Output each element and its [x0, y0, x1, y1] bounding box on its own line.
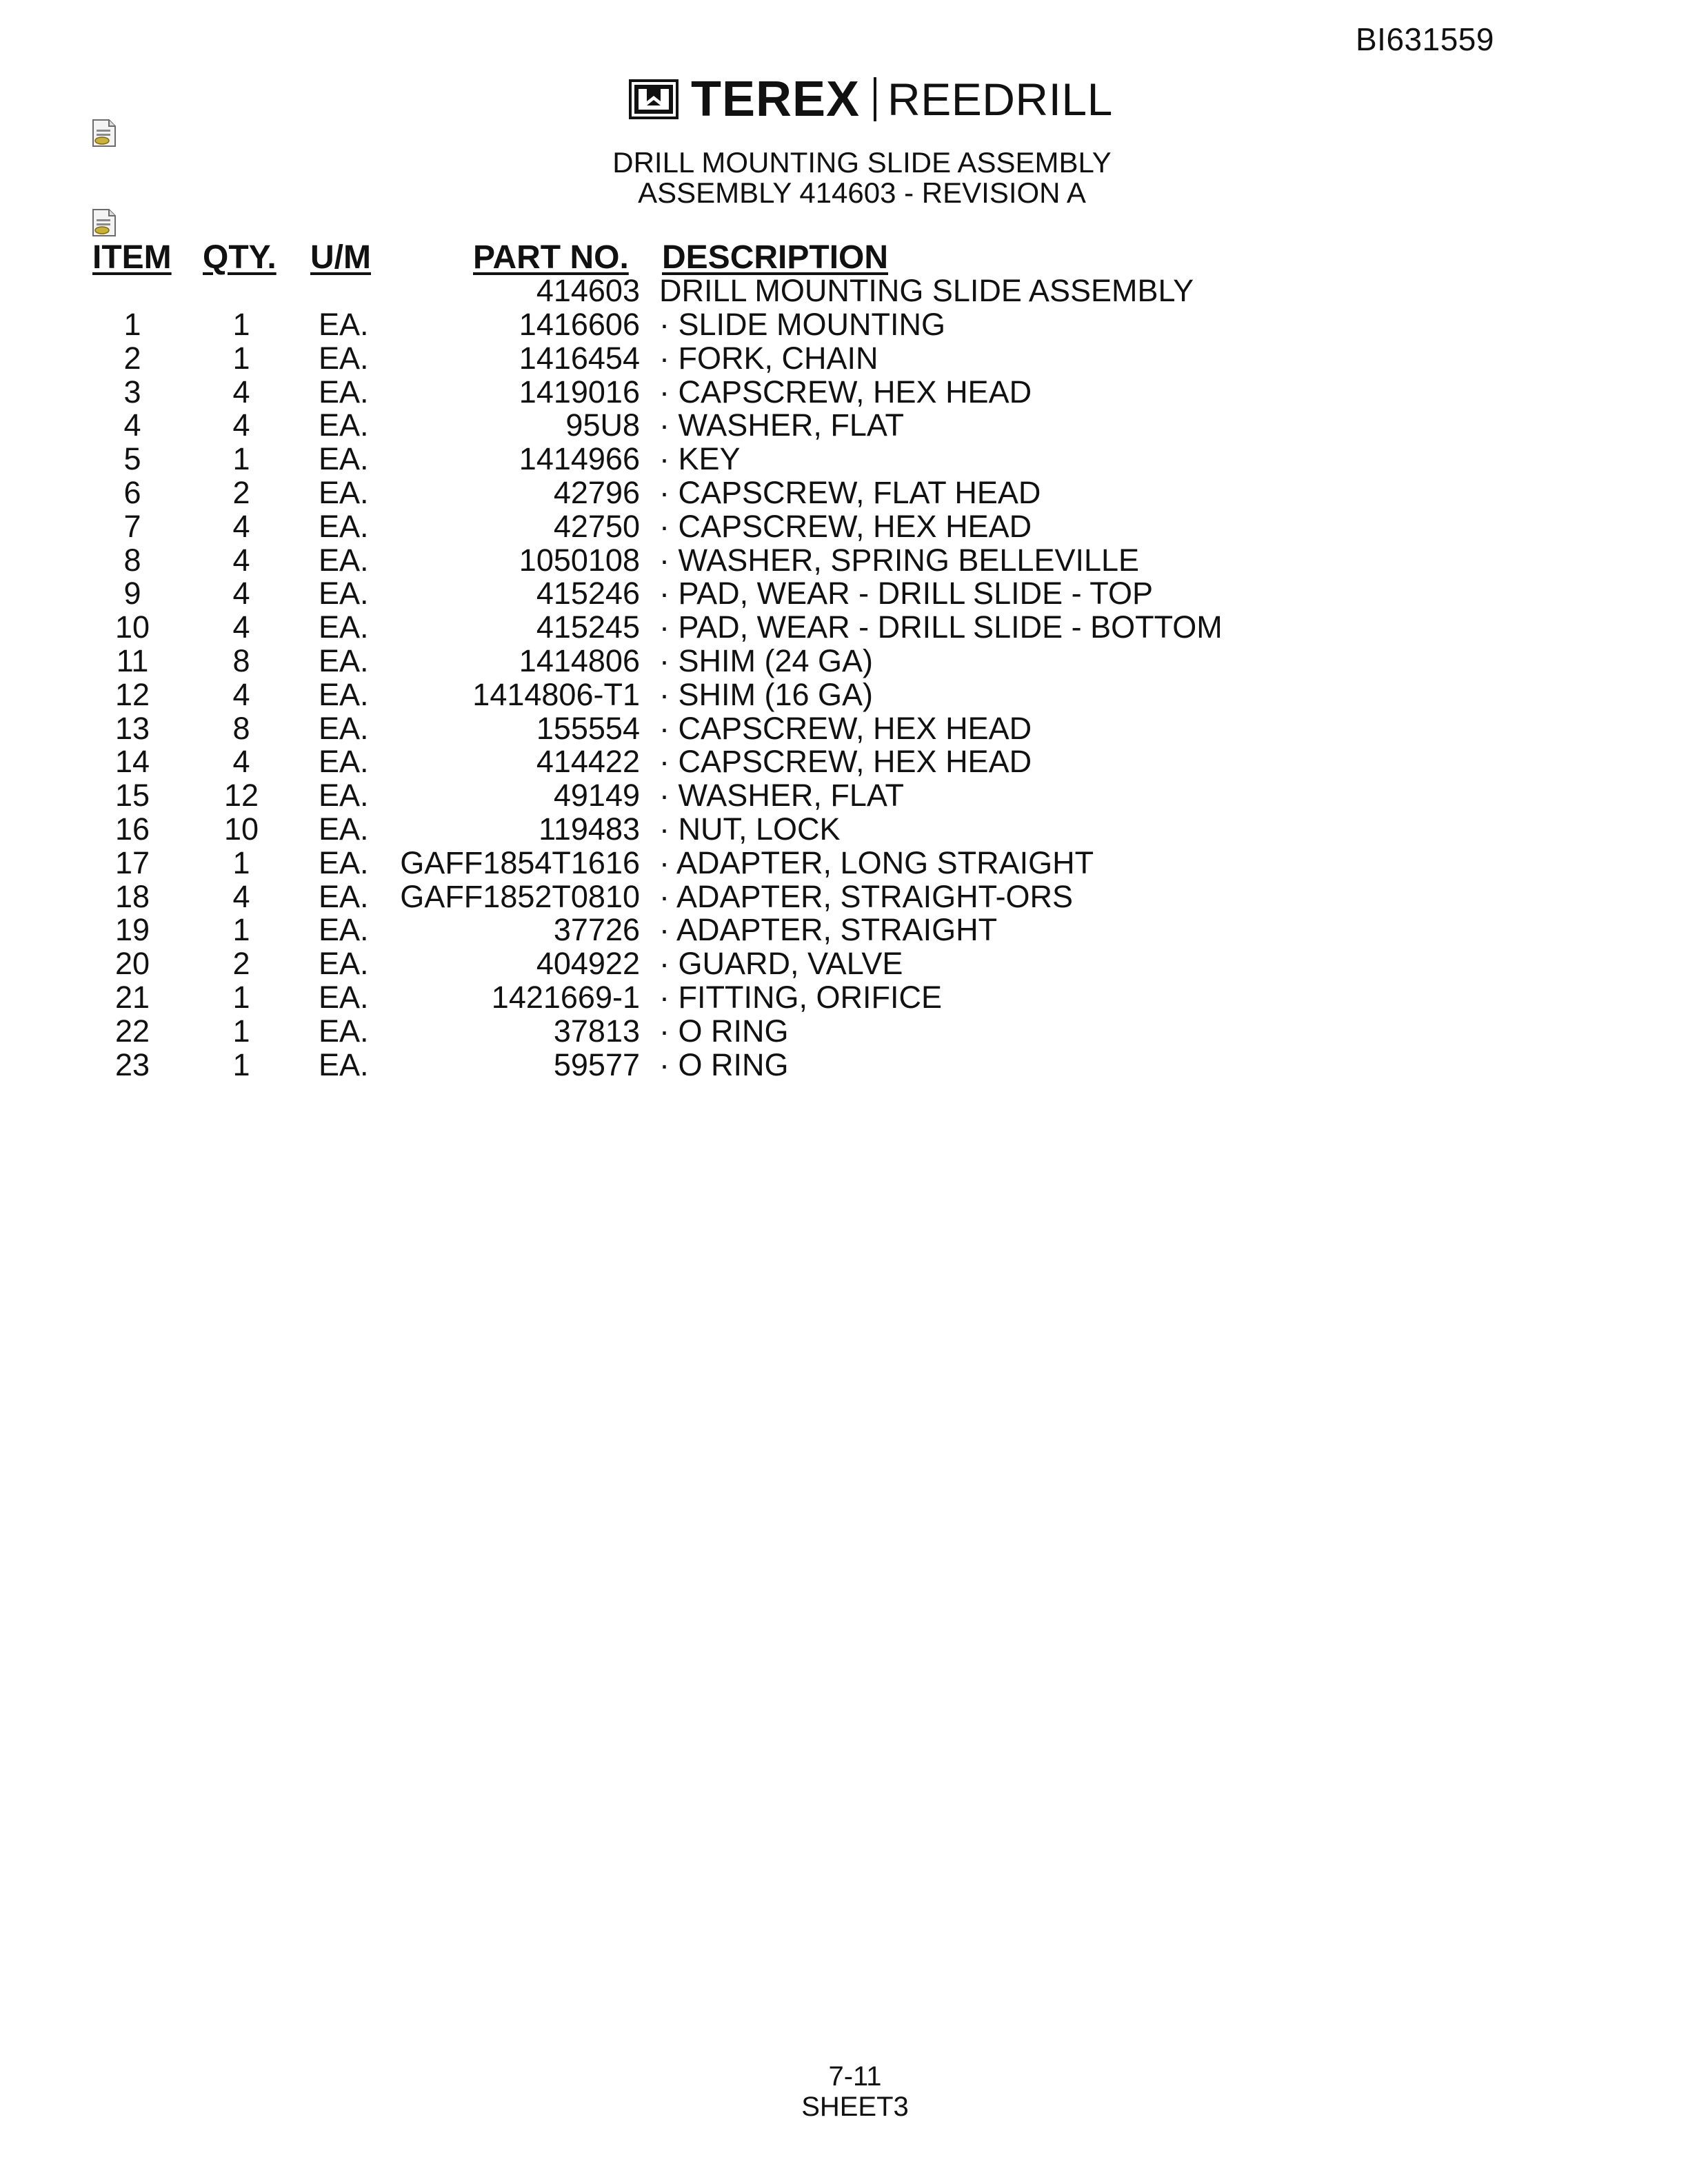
row-quantity: 1	[232, 845, 250, 880]
assembly-part-no: 414603	[536, 273, 640, 308]
row-item-number: 15	[114, 778, 150, 813]
row-item-number: 6	[123, 475, 141, 510]
row-quantity: 1	[232, 307, 250, 342]
row-item-number: 5	[123, 441, 141, 476]
row-unit-of-measure: EA.	[319, 509, 369, 544]
row-item-number: 18	[114, 879, 150, 914]
row-quantity: 8	[232, 711, 250, 746]
row-description: · SHIM (24 GA)	[659, 643, 874, 678]
row-unit-of-measure: EA.	[319, 609, 369, 645]
row-part-number: 1416454	[519, 341, 640, 376]
row-part-number: 119483	[539, 811, 640, 847]
row-unit-of-measure: EA.	[319, 341, 369, 376]
row-part-number: 1414806	[519, 643, 640, 678]
row-item-number: 14	[114, 744, 150, 779]
row-quantity: 1	[232, 1013, 250, 1049]
document-title: DRILL MOUNTING SLIDE ASSEMBLY	[612, 146, 1112, 179]
row-unit-of-measure: EA.	[319, 543, 369, 578]
terex-emblem-icon	[629, 79, 679, 119]
row-description: · CAPSCREW, HEX HEAD	[659, 711, 1032, 746]
row-quantity: 2	[232, 475, 250, 510]
row-item-number: 9	[123, 576, 141, 611]
row-part-number: 95U8	[565, 407, 640, 443]
row-part-number: 1421669-1	[491, 980, 640, 1015]
row-unit-of-measure: EA.	[319, 441, 369, 476]
row-quantity: 1	[232, 341, 250, 376]
brand-name: TEREX	[691, 72, 861, 127]
row-description: · NUT, LOCK	[659, 811, 841, 847]
row-quantity: 4	[232, 744, 250, 779]
row-item-number: 12	[114, 677, 150, 712]
row-description: · PAD, WEAR - DRILL SLIDE - BOTTOM	[659, 609, 1223, 645]
row-unit-of-measure: EA.	[319, 576, 369, 611]
document-subtitle: ASSEMBLY 414603 - REVISION A	[638, 176, 1086, 209]
row-unit-of-measure: EA.	[319, 711, 369, 746]
row-part-number: 414422	[536, 744, 640, 779]
row-unit-of-measure: EA.	[319, 845, 369, 880]
header-qty: QTY.	[203, 239, 277, 276]
row-unit-of-measure: EA.	[319, 980, 369, 1015]
row-unit-of-measure: EA.	[319, 879, 369, 914]
row-description: · ADAPTER, LONG STRAIGHT	[659, 845, 1094, 880]
document-icon[interactable]	[91, 208, 117, 237]
row-item-number: 3	[123, 374, 141, 410]
row-item-number: 21	[114, 980, 150, 1015]
row-quantity: 8	[232, 643, 250, 678]
row-description: · GUARD, VALVE	[659, 946, 903, 981]
row-quantity: 10	[223, 811, 259, 847]
row-description: · CAPSCREW, HEX HEAD	[659, 744, 1032, 779]
page-number: 7-11	[828, 2061, 882, 2092]
row-description: · SHIM (16 GA)	[659, 677, 874, 712]
row-unit-of-measure: EA.	[319, 912, 369, 947]
row-quantity: 12	[223, 778, 259, 813]
row-item-number: 23	[114, 1047, 150, 1082]
sheet-label: SHEET3	[801, 2092, 909, 2122]
assembly-description: DRILL MOUNTING SLIDE ASSEMBLY	[659, 273, 1194, 308]
row-unit-of-measure: EA.	[319, 1013, 369, 1049]
row-description: · ADAPTER, STRAIGHT-ORS	[659, 879, 1074, 914]
row-item-number: 19	[114, 912, 150, 947]
row-item-number: 2	[123, 341, 141, 376]
header-part-no: PART NO.	[473, 239, 629, 276]
row-quantity: 1	[232, 912, 250, 947]
row-description: · WASHER, FLAT	[659, 778, 905, 813]
row-quantity: 4	[232, 407, 250, 443]
row-part-number: 42796	[553, 475, 640, 510]
row-description: · CAPSCREW, FLAT HEAD	[659, 475, 1041, 510]
row-item-number: 7	[123, 509, 141, 544]
row-part-number: GAFF1852T0810	[400, 879, 640, 914]
row-part-number: 1414966	[519, 441, 640, 476]
row-description: · O RING	[659, 1013, 789, 1049]
row-unit-of-measure: EA.	[319, 677, 369, 712]
row-part-number: 415246	[536, 576, 640, 611]
row-part-number: 37813	[553, 1013, 640, 1049]
row-quantity: 4	[232, 509, 250, 544]
terex-reedrill-logo	[629, 72, 1113, 127]
row-part-number: 1416606	[519, 307, 640, 342]
row-description: · WASHER, SPRING BELLEVILLE	[659, 543, 1140, 578]
row-unit-of-measure: EA.	[319, 374, 369, 410]
row-quantity: 4	[232, 609, 250, 645]
row-unit-of-measure: EA.	[319, 1047, 369, 1082]
row-unit-of-measure: EA.	[319, 811, 369, 847]
row-description: · SLIDE MOUNTING	[659, 307, 946, 342]
document-id: BI631559	[1356, 21, 1494, 57]
header-item: ITEM	[92, 239, 172, 276]
row-description: · CAPSCREW, HEX HEAD	[659, 509, 1032, 544]
row-item-number: 10	[114, 609, 150, 645]
row-part-number: 1419016	[519, 374, 640, 410]
row-quantity: 1	[232, 980, 250, 1015]
row-part-number: 155554	[536, 711, 640, 746]
row-unit-of-measure: EA.	[319, 946, 369, 981]
row-item-number: 17	[114, 845, 150, 880]
header-um: U/M	[310, 239, 371, 276]
product-line-name: REEDRILL	[887, 74, 1113, 125]
row-quantity: 4	[232, 374, 250, 410]
row-description: · FITTING, ORIFICE	[659, 980, 942, 1015]
row-part-number: 1050108	[519, 543, 640, 578]
row-quantity: 4	[232, 543, 250, 578]
header-description: DESCRIPTION	[662, 239, 889, 276]
row-item-number: 13	[114, 711, 150, 746]
row-unit-of-measure: EA.	[319, 407, 369, 443]
row-description: · FORK, CHAIN	[659, 341, 878, 376]
row-quantity: 1	[232, 441, 250, 476]
row-description: · PAD, WEAR - DRILL SLIDE - TOP	[659, 576, 1153, 611]
row-description: · KEY	[659, 441, 741, 476]
row-description: · CAPSCREW, HEX HEAD	[659, 374, 1032, 410]
row-part-number: 1414806-T1	[472, 677, 640, 712]
row-unit-of-measure: EA.	[319, 643, 369, 678]
row-part-number: 404922	[536, 946, 640, 981]
document-icon[interactable]	[91, 119, 117, 148]
row-part-number: 59577	[553, 1047, 640, 1082]
row-description: · O RING	[659, 1047, 789, 1082]
row-item-number: 11	[116, 643, 149, 678]
row-description: · WASHER, FLAT	[659, 407, 905, 443]
row-item-number: 1	[123, 307, 141, 342]
row-quantity: 4	[232, 677, 250, 712]
row-quantity: 2	[232, 946, 250, 981]
row-item-number: 22	[114, 1013, 150, 1049]
row-part-number: 415245	[536, 609, 640, 645]
row-quantity: 4	[232, 576, 250, 611]
row-part-number: 42750	[553, 509, 640, 544]
row-unit-of-measure: EA.	[319, 778, 369, 813]
row-description: · ADAPTER, STRAIGHT	[659, 912, 998, 947]
row-part-number: 49149	[553, 778, 640, 813]
row-part-number: GAFF1854T1616	[400, 845, 640, 880]
row-part-number: 37726	[553, 912, 640, 947]
row-quantity: 1	[232, 1047, 250, 1082]
row-unit-of-measure: EA.	[319, 475, 369, 510]
row-item-number: 20	[114, 946, 150, 981]
row-unit-of-measure: EA.	[319, 307, 369, 342]
row-unit-of-measure: EA.	[319, 744, 369, 779]
row-item-number: 4	[123, 407, 141, 443]
row-item-number: 8	[123, 543, 141, 578]
logo-divider	[874, 77, 876, 121]
row-quantity: 4	[232, 879, 250, 914]
row-item-number: 16	[114, 811, 150, 847]
